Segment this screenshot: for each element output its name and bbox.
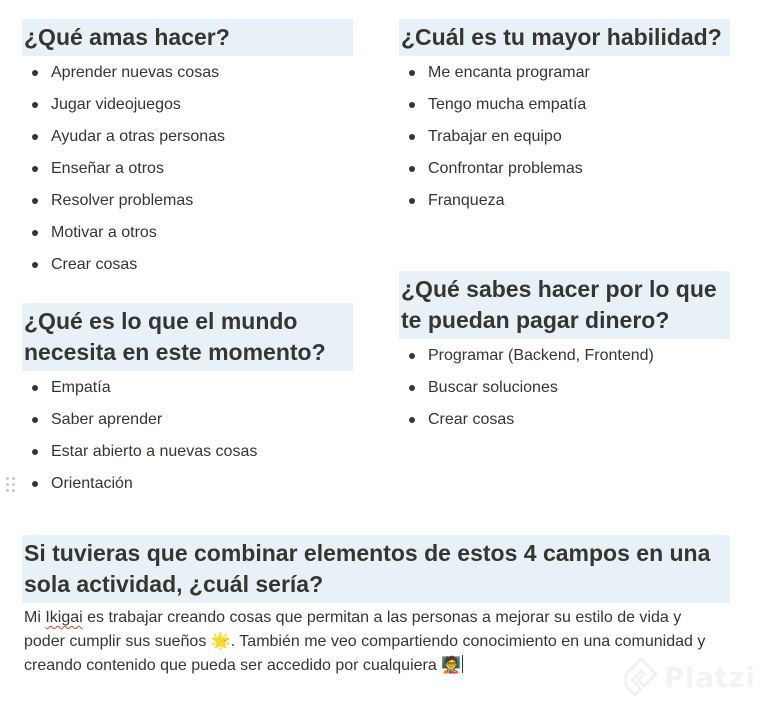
heading-world-needs-line1: ¿Qué es lo que el mundo [24, 308, 298, 334]
paragraph-text: . También me veo compartiendo conocimiento en una comunidad y [230, 633, 706, 650]
list-item: Confrontar problemas [399, 153, 590, 185]
list-item: Crear cosas [22, 249, 225, 281]
heading-love [22, 19, 353, 56]
list-item: Me encanta programar [399, 57, 590, 89]
bullet-icon [32, 198, 38, 204]
bullet-icon [409, 134, 415, 140]
teacher-icon: 🧑‍🏫 [441, 657, 462, 674]
glowing-star-icon: 🌟 [210, 633, 231, 650]
bullet-icon [409, 70, 415, 76]
bullet-icon [409, 166, 415, 172]
list-item: Ayudar a otras personas [22, 121, 225, 153]
list-paid-for [399, 340, 654, 436]
bullet-icon [32, 70, 38, 76]
list-item: Franqueza [399, 185, 590, 217]
bullet-icon [32, 134, 38, 140]
bullet-icon [32, 166, 38, 172]
list-item: Tengo mucha empatía [399, 89, 590, 121]
list-item: Enseñar a otros [22, 153, 225, 185]
list-item: Motivar a otros [22, 217, 225, 249]
bullet-icon [32, 417, 38, 423]
bullet-icon [409, 198, 415, 204]
list-item: Empatía [22, 372, 257, 404]
bullet-icon [32, 481, 38, 487]
platzi-watermark [624, 655, 755, 699]
drag-handle-icon[interactable] [6, 477, 16, 492]
bullet-icon [32, 230, 38, 236]
list-good-at [399, 57, 590, 217]
heading-paid-for-line1: ¿Qué sabes hacer por lo que [401, 276, 717, 302]
list-item: Programar (Backend, Frontend) [399, 340, 654, 372]
text-cursor [462, 655, 463, 673]
paragraph-text: poder cumplir sus sueños [24, 633, 211, 650]
list-item: Crear cosas [399, 404, 654, 436]
list-item: Saber aprender [22, 404, 257, 436]
list-love [22, 57, 225, 281]
bullet-icon [32, 262, 38, 268]
bullet-icon [409, 385, 415, 391]
heading-combine-line1: Si tuvieras que combinar elementos de estos 4 campos en una [24, 540, 711, 566]
heading-love-text: ¿Qué amas hacer? [24, 24, 230, 50]
heading-paid-for [399, 271, 730, 339]
bullet-icon [32, 385, 38, 391]
list-item: Estar abierto a nuevas cosas [22, 436, 257, 468]
list-item: Orientación [22, 468, 257, 500]
spellcheck-word[interactable]: Ikigai [45, 609, 83, 626]
list-item: Buscar soluciones [399, 372, 654, 404]
bullet-icon [409, 417, 415, 423]
bullet-icon [409, 353, 415, 359]
heading-good-at [399, 19, 730, 56]
heading-world-needs [22, 303, 353, 371]
platzi-wordmark: Platzi [664, 660, 756, 694]
platzi-logo-icon [624, 657, 658, 697]
paragraph-text: creando contenido que pueda ser accedido por cualquiera [24, 657, 442, 674]
bullet-icon [409, 102, 415, 108]
paragraph-text: Mi [24, 609, 46, 626]
heading-combine-line2: sola actividad, ¿cuál sería? [24, 571, 324, 597]
list-world-needs [22, 372, 257, 500]
list-item: Resolver problemas [22, 185, 225, 217]
heading-world-needs-line2: necesita en este momento? [24, 339, 326, 365]
list-item: Aprender nuevas cosas [22, 57, 225, 89]
paragraph-text: es trabajar creando cosas que permitan a las personas a mejorar su estilo de vida y [82, 609, 682, 626]
heading-combine [22, 535, 730, 603]
bullet-icon [32, 449, 38, 455]
bullet-icon [32, 102, 38, 108]
list-item: Trabajar en equipo [399, 121, 590, 153]
list-item: Jugar videojuegos [22, 89, 225, 121]
heading-good-at-text: ¿Cuál es tu mayor habilidad? [401, 24, 722, 50]
heading-paid-for-line2: te puedan pagar dinero? [401, 307, 670, 333]
